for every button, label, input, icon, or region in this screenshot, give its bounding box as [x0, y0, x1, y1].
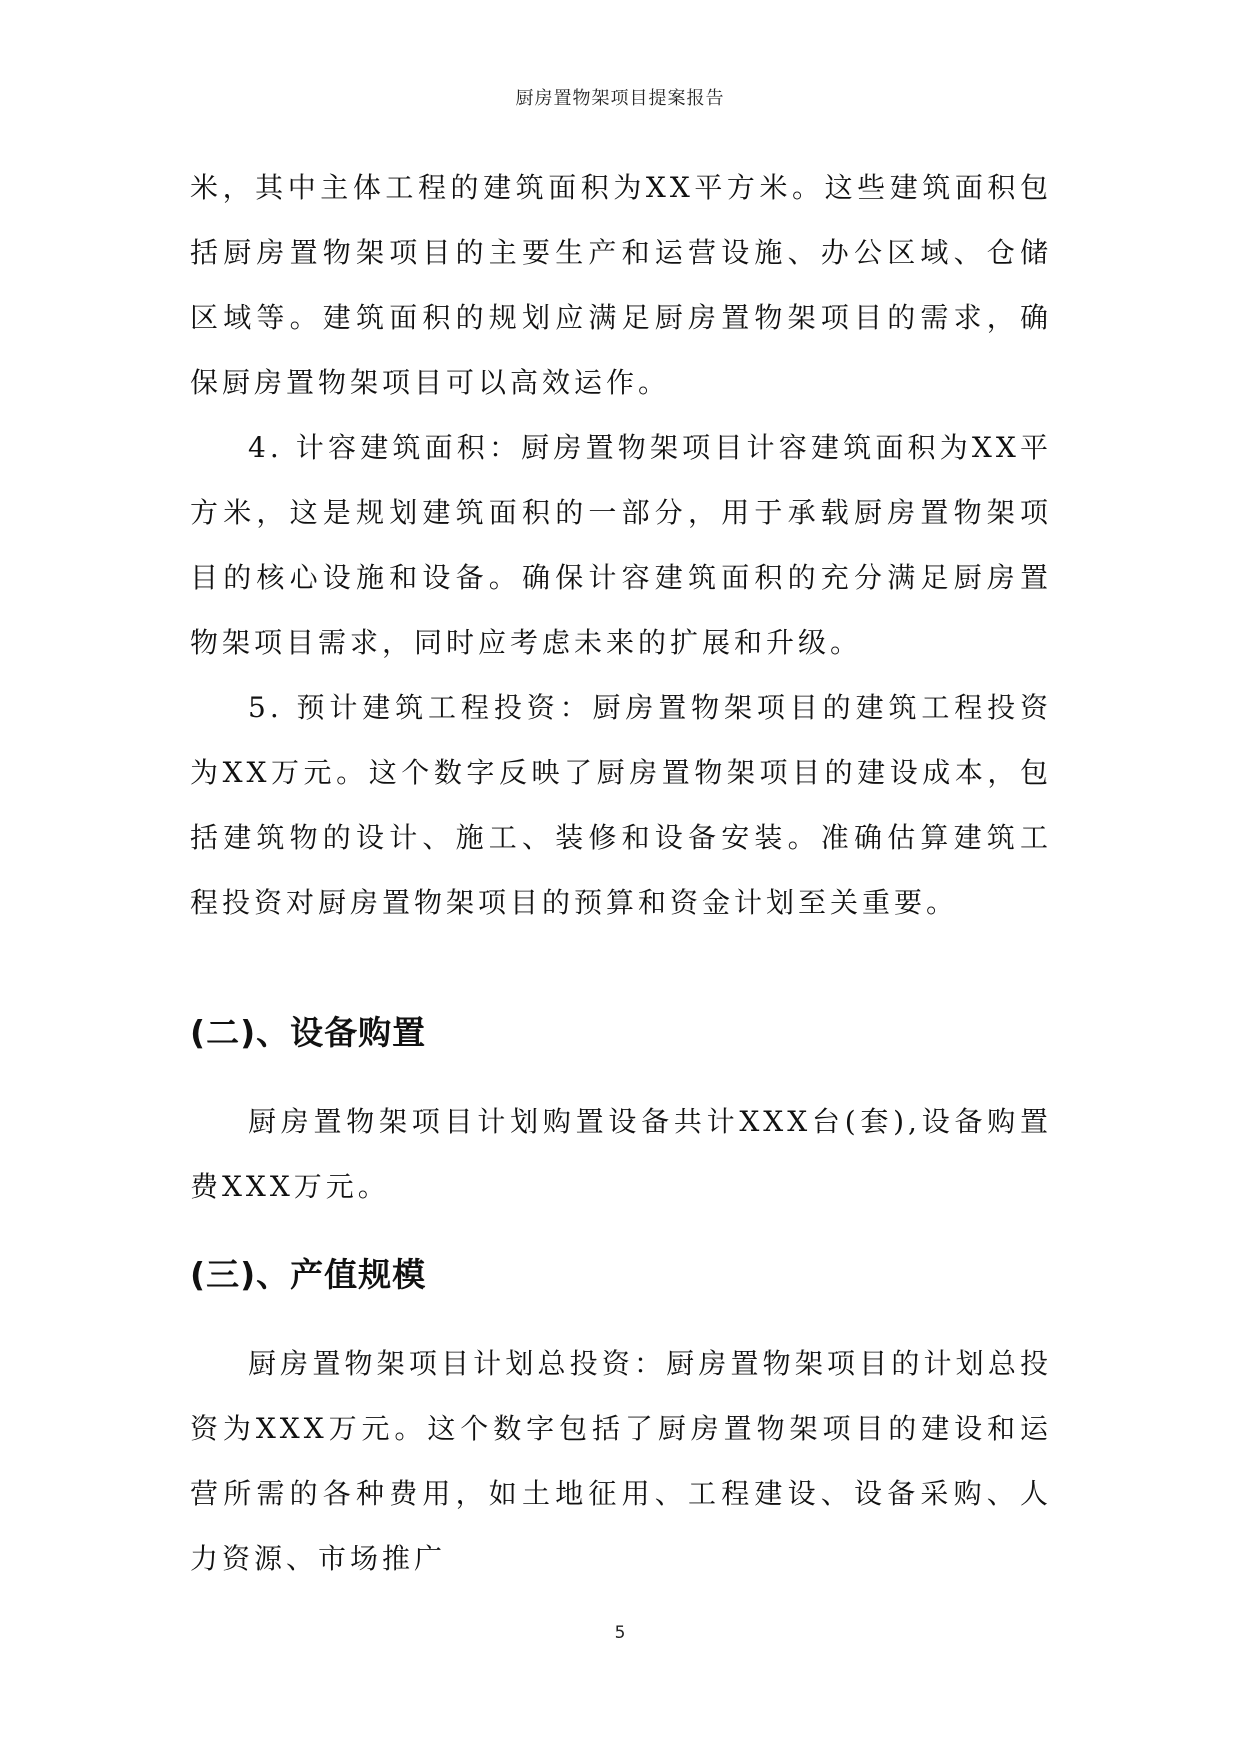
paragraph-total-investment: 厨房置物架项目计划总投资：厨房置物架项目的计划总投资为XXX万元。这个数字包括了厨房置物架项目的建设和运营所需的各种费用，如土地征用、工程建设、设备采购、人力资源、市场推广 — [190, 1347, 1052, 1575]
section-heading-output-scale: (三)、产值规模 — [190, 1255, 427, 1294]
page-header: 厨房置物架项目提案报告 — [515, 88, 725, 109]
paragraph-construction-investment: 5. 预计建筑工程投资：厨房置物架项目的建筑工程投资为XX万元。这个数字反映了厨房置物架项目的建设成本，包括建筑物的设计、施工、装修和设备安装。准确估算建筑工程投资对厨房置物架项目的预算和资金计划至关重要。 — [190, 691, 1052, 919]
section-heading-equipment: (二)、设备购置 — [190, 1013, 427, 1052]
paragraph-floor-area-ratio: 4. 计容建筑面积：厨房置物架项目计容建筑面积为XX平方米，这是规划建筑面积的一部分，用于承载厨房置物架项目的核心设施和设备。确保计容建筑面积的充分满足厨房置物架项目需求，同时应考虑未来的扩展和升级。 — [190, 431, 1052, 659]
paragraph-building-area: 米，其中主体工程的建筑面积为XX平方米。这些建筑面积包括厨房置物架项目的主要生产和运营设施、办公区域、仓储区域等。建筑面积的规划应满足厨房置物架项目的需求，确保厨房置物架项目可以高效运作。 — [190, 171, 1052, 399]
page-content — [190, 155, 1052, 1591]
page-number: 5 — [614, 1623, 626, 1643]
paragraph-equipment: 厨房置物架项目计划购置设备共计XXX台(套),设备购置费XXX万元。 — [190, 1105, 1052, 1203]
